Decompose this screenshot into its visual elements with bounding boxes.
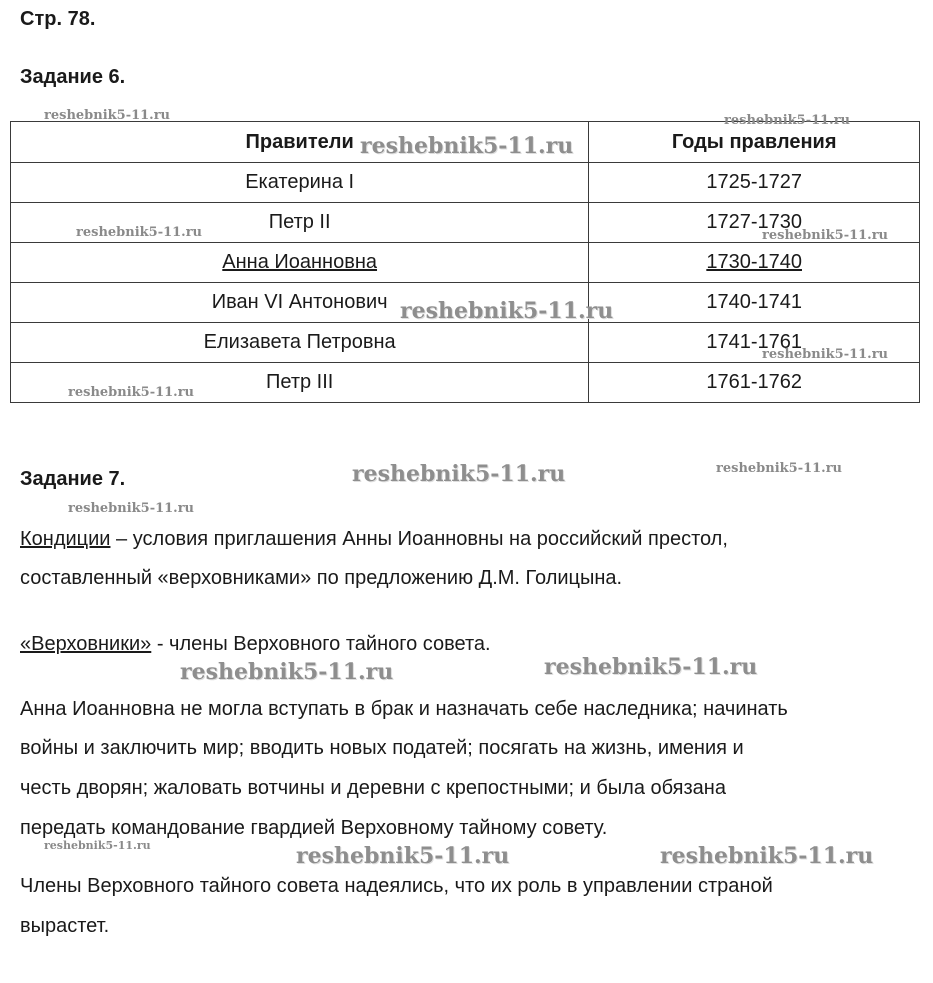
term-konditsii: Кондиции: [20, 528, 111, 550]
definition-text: - члены Верховного тайного совета.: [151, 633, 491, 655]
watermark: reshebnik5-11.ru: [544, 654, 758, 680]
years-cell: 1725-1727: [589, 163, 920, 203]
definition-konditsii-line1: [20, 526, 728, 552]
task-7-title: Задание 7.: [20, 468, 126, 490]
page-number: Стр. 78.: [20, 8, 96, 30]
definition-text: – условия приглашения Анны Иоанновны на российский престол,: [110, 528, 728, 550]
ruler-cell: [11, 243, 589, 283]
ruler-cell: Елизавета Петровна: [11, 323, 589, 363]
watermark: reshebnik5-11.ru: [360, 133, 574, 159]
definition-verkhovniki: [20, 631, 491, 657]
watermark: reshebnik5-11.ru: [68, 501, 195, 516]
ruler-cell: Иван VI Антонович: [11, 283, 589, 323]
table-row: [11, 363, 920, 403]
table-row: [11, 283, 920, 323]
watermark: reshebnik5-11.ru: [724, 113, 851, 128]
paragraph-line: войны и заключить мир; вводить новых податей; посягать на жизнь, имения и: [20, 737, 744, 759]
table-row: [11, 203, 920, 243]
watermark: reshebnik5-11.ru: [68, 385, 195, 400]
years-cell: [589, 243, 920, 283]
watermark: reshebnik5-11.ru: [44, 839, 151, 852]
term-verkhovniki: «Верховники»: [20, 633, 152, 655]
ruler-cell: Петр III: [11, 363, 589, 403]
watermark: reshebnik5-11.ru: [762, 347, 889, 362]
watermark: reshebnik5-11.ru: [44, 108, 171, 123]
table-header-row: [11, 122, 920, 163]
table-row: [11, 163, 920, 203]
watermark: reshebnik5-11.ru: [352, 461, 566, 487]
ruler-name-underlined: Анна Иоанновна: [222, 251, 378, 273]
header-rulers: Правители: [11, 122, 589, 163]
ruler-cell: Петр II: [11, 203, 589, 243]
years-cell: 1740-1741: [589, 283, 920, 323]
task-6-title: Задание 6.: [20, 66, 126, 88]
years-cell: 1727-1730: [589, 203, 920, 243]
watermark: reshebnik5-11.ru: [76, 225, 203, 240]
paragraph-line: честь дворян; жаловать вотчины и деревни с крепостными; и была обязана: [20, 777, 726, 799]
paragraph-line: Анна Иоанновна не могла вступать в брак и назначать себе наследника; начинать: [20, 698, 788, 720]
watermark: reshebnik5-11.ru: [296, 843, 510, 869]
definition-konditsii-line2: составленный «верховниками» по предложению Д.М. Голицына.: [20, 567, 623, 589]
paragraph-line: передать командование гвардией Верховному тайному совету.: [20, 817, 608, 839]
paragraph-line: вырастет.: [20, 915, 110, 937]
watermark: reshebnik5-11.ru: [180, 659, 394, 685]
table-row: [11, 243, 920, 283]
watermark: reshebnik5-11.ru: [660, 843, 874, 869]
watermark: reshebnik5-11.ru: [762, 228, 889, 243]
watermark: reshebnik5-11.ru: [716, 461, 843, 476]
years-underlined: 1730-1740: [706, 251, 802, 273]
rulers-table: [10, 121, 920, 403]
table-row: [11, 323, 920, 363]
paragraph-line: Члены Верховного тайного совета надеялись, что их роль в управлении страной: [20, 875, 773, 897]
years-cell: 1741-1761: [589, 323, 920, 363]
years-cell: 1761-1762: [589, 363, 920, 403]
ruler-cell: Екатерина I: [11, 163, 589, 203]
header-years: Годы правления: [589, 122, 920, 163]
watermark: reshebnik5-11.ru: [400, 298, 614, 324]
